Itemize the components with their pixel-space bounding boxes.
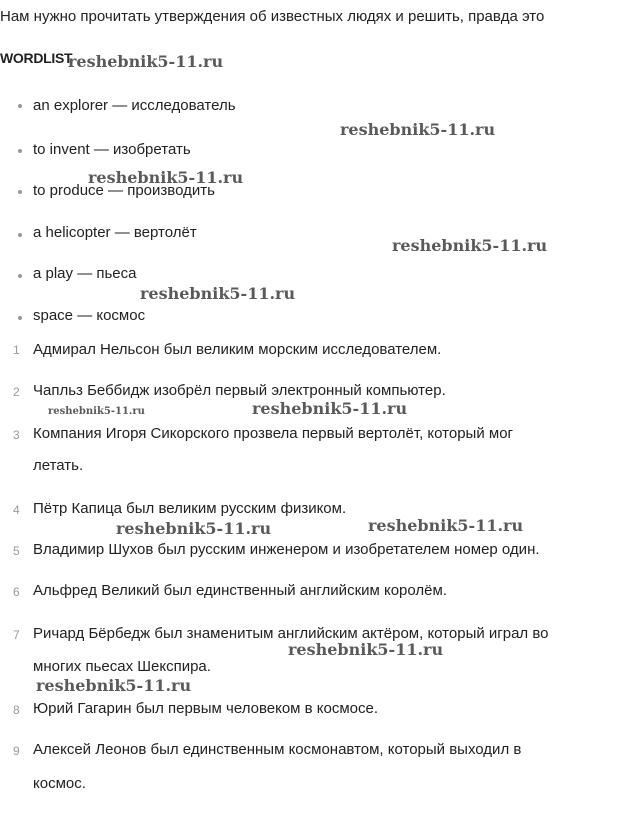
bullet	[18, 104, 22, 108]
bullet	[18, 274, 22, 278]
wordlist-item: an explorer — исследователь	[33, 97, 236, 114]
statement-text: Владимир Шухов был русским инженером и изобретателем номер один.	[33, 541, 540, 558]
bullet	[18, 233, 22, 237]
statement-text: Пётр Капица был великим русским физиком.	[33, 500, 347, 517]
watermark: reshebnik5-11.ru	[68, 52, 224, 71]
statement-text-continued: космос.	[33, 775, 86, 792]
wordlist-title: WORDLIST	[0, 50, 73, 66]
statement-text: Компания Игоря Сикорского прозвела первый вертолёт, который мог	[33, 425, 514, 442]
statement-number: 8	[13, 703, 20, 717]
wordlist-item: a play — пьеса	[33, 265, 137, 282]
watermark: reshebnik5-11.ru	[48, 406, 145, 417]
wordlist-item: a helicopter — вертолёт	[33, 224, 197, 241]
watermark: reshebnik5-11.ru	[368, 516, 524, 535]
wordlist-item: to invent — изобретать	[33, 141, 191, 158]
wordlist-item: space — космос	[33, 307, 146, 324]
bullet	[18, 149, 22, 153]
statement-number: 3	[13, 428, 20, 442]
watermark: reshebnik5-11.ru	[140, 284, 296, 303]
bullet	[18, 190, 22, 194]
statement-text: Юрий Гагарин был первым человеком в космосе.	[33, 700, 379, 717]
statement-number: 1	[13, 343, 20, 357]
statement-number: 6	[13, 585, 20, 599]
watermark: reshebnik5-11.ru	[288, 640, 444, 659]
statement-text: Адмирал Нельсон был великим морским исследователем.	[33, 341, 442, 358]
statement-text: Алексей Леонов был единственным космонавтом, который выходил в	[33, 741, 522, 758]
watermark: reshebnik5-11.ru	[340, 120, 496, 139]
statement-text-continued: многих пьесах Шекспира.	[33, 658, 211, 675]
watermark: reshebnik5-11.ru	[88, 168, 244, 187]
statement-text-continued: летать.	[33, 457, 84, 474]
statement-number: 2	[13, 385, 20, 399]
watermark: reshebnik5-11.ru	[252, 399, 408, 418]
statement-number: 5	[13, 544, 20, 558]
watermark: reshebnik5-11.ru	[392, 236, 548, 255]
statement-text: Ричард Бёрбедж был знаменитым английским актёром, который играл во	[33, 625, 549, 642]
intro-text: Нам нужно прочитать утверждения об известных людях и решить, правда это	[0, 8, 545, 25]
statement-text: Чапльз Беббидж изобрёл первый электронный компьютер.	[33, 382, 446, 399]
bullet	[18, 316, 22, 320]
statement-text: Альфред Великий был единственный английским королём.	[33, 582, 447, 599]
wordlist-item: to produce — производить	[33, 182, 215, 199]
statement-number: 7	[13, 628, 20, 642]
watermark: reshebnik5-11.ru	[116, 519, 272, 538]
watermark: reshebnik5-11.ru	[36, 676, 192, 695]
statement-number: 4	[13, 503, 20, 517]
statement-number: 9	[13, 744, 20, 758]
